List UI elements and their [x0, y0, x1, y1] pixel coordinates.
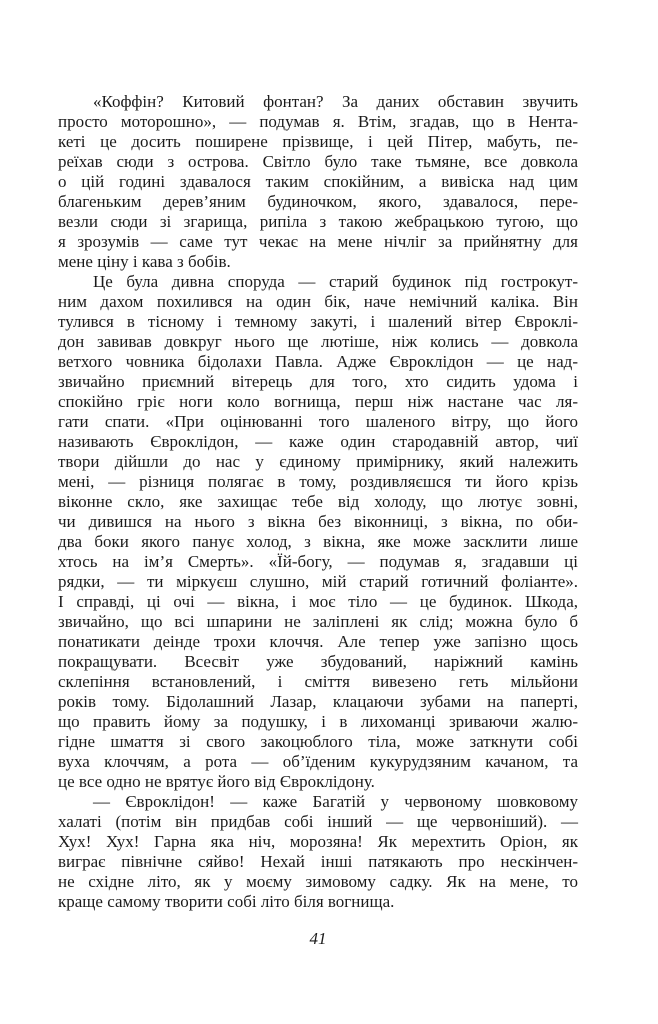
- text-line: гідне шмаття зі свого закоцюблого тіла, може заткнути собі: [58, 732, 578, 751]
- text-line: називають Євроклідон, — каже один стародавній автор, чиї: [58, 432, 578, 451]
- paragraph: [58, 272, 578, 792]
- text-line: І справді, ці очі — вікна, і моє тіло — це будинок. Шкода,: [58, 592, 578, 611]
- text-line: виграє північне сяйво! Нехай інші патякають про нескінчен-: [58, 852, 578, 871]
- text-line: я зрозумів — саме тут чекає на мене нічліг за прийнятну для: [58, 232, 578, 251]
- text-line: чи дивишся на нього з вікна без віконниці, з вікна, по оби-: [58, 512, 578, 531]
- text-line: склепіння встановлений, і сміття вивезено геть мільйони: [58, 672, 578, 691]
- text-line: вуха клоччям, а рота — об’їденим кукурудзяним качаном, та: [58, 752, 578, 771]
- text-line: о цій годині здавалося таким спокійним, а вивіска над цим: [58, 172, 578, 191]
- text-line: везли сюди зі згарища, рипіла з такою жебрацькою тугою, що: [58, 212, 578, 231]
- text-line: покращувати. Всесвіт уже збудований, наріжний камінь: [58, 652, 578, 671]
- text-line: краще самому творити собі літо біля вогнища.: [58, 892, 395, 911]
- text-line: ветхого човника бідолахи Павла. Адже Євроклідон — це над-: [58, 352, 578, 371]
- text-line: тулився в тісному і темному закуті, і шалений вітер Євроклі-: [58, 312, 578, 331]
- text-line: реїхав сюди з острова. Світло було таке тьмяне, все довкола: [58, 152, 578, 171]
- text-line: — Євроклідон! — каже Багатій у червоному шовковому: [93, 792, 578, 811]
- page-text: [58, 92, 578, 912]
- text-line: Хух! Хух! Гарна яка ніч, морозяна! Як мерехтить Оріон, як: [58, 832, 578, 851]
- text-line: не східне літо, як у моєму зимовому садку. Як на мене, то: [58, 872, 578, 891]
- text-line: просто моторошно», — подумав я. Втім, згадав, що в Нента-: [58, 112, 578, 131]
- paragraph: [58, 92, 578, 272]
- text-line: халаті (потім він придбав собі інший — ще червоніший). —: [58, 812, 578, 831]
- text-line: це все одно не врятує його від Євроклідону.: [58, 772, 375, 791]
- text-line: два боки якого панує холод, з вікна, яке може засклити лише: [58, 532, 578, 551]
- paragraph: [58, 792, 578, 912]
- text-line: Це була дивна споруда — старий будинок під гострокут-: [93, 272, 578, 291]
- text-line: спокійно гріє ноги коло вогнища, перш ніж настане час ля-: [58, 392, 578, 411]
- text-line: хтось на ім’я Смерть». «Їй-богу, — подумав я, згадавши ці: [58, 552, 578, 571]
- text-line: звичайно, що всі шпарини не заліплені як слід; можна було б: [58, 612, 578, 631]
- text-line: понатикати деінде трохи клоччя. Але тепер уже запізно щось: [58, 632, 578, 651]
- page-number: 41: [309, 929, 327, 948]
- text-line: гати спати. «При оцінюванні того шаленого вітру, що його: [58, 412, 578, 431]
- text-line: рядки, — ти міркуєш слушно, мій старий готичний фоліанте».: [58, 572, 578, 591]
- text-line: віконне скло, яке захищає тебе від холоду, що лютує зовні,: [58, 492, 578, 511]
- text-line: кеті це досить поширене прізвище, і цей Пітер, мабуть, пе-: [58, 132, 578, 151]
- text-line: мені, — різниця полягає в тому, роздивляєшся ти його крізь: [58, 472, 578, 491]
- text-line: років тому. Бідолашний Лазар, клацаючи зубами на паперті,: [58, 692, 578, 711]
- text-line: твори дійшли до нас у єдиному примірнику, який належить: [58, 452, 578, 471]
- text-line: дон завивав довкруг нього ще лютіше, ніж колись — довкола: [58, 332, 578, 351]
- text-line: що править йому за подушку, і в лихоманці зриваючи жалю-: [58, 712, 578, 731]
- text-line: ним дахом похилився на один бік, наче немічний каліка. Він: [58, 292, 578, 311]
- text-line: звичайно приємний вітерець для того, хто сидить удома і: [58, 372, 578, 391]
- text-line: мене ціну і кава з бобів.: [58, 252, 231, 271]
- text-line: благеньким дерев’яним будиночком, якого, здавалося, пере-: [58, 192, 578, 211]
- text-line: «Коффін? Китовий фонтан? За даних обставин звучить: [93, 92, 578, 111]
